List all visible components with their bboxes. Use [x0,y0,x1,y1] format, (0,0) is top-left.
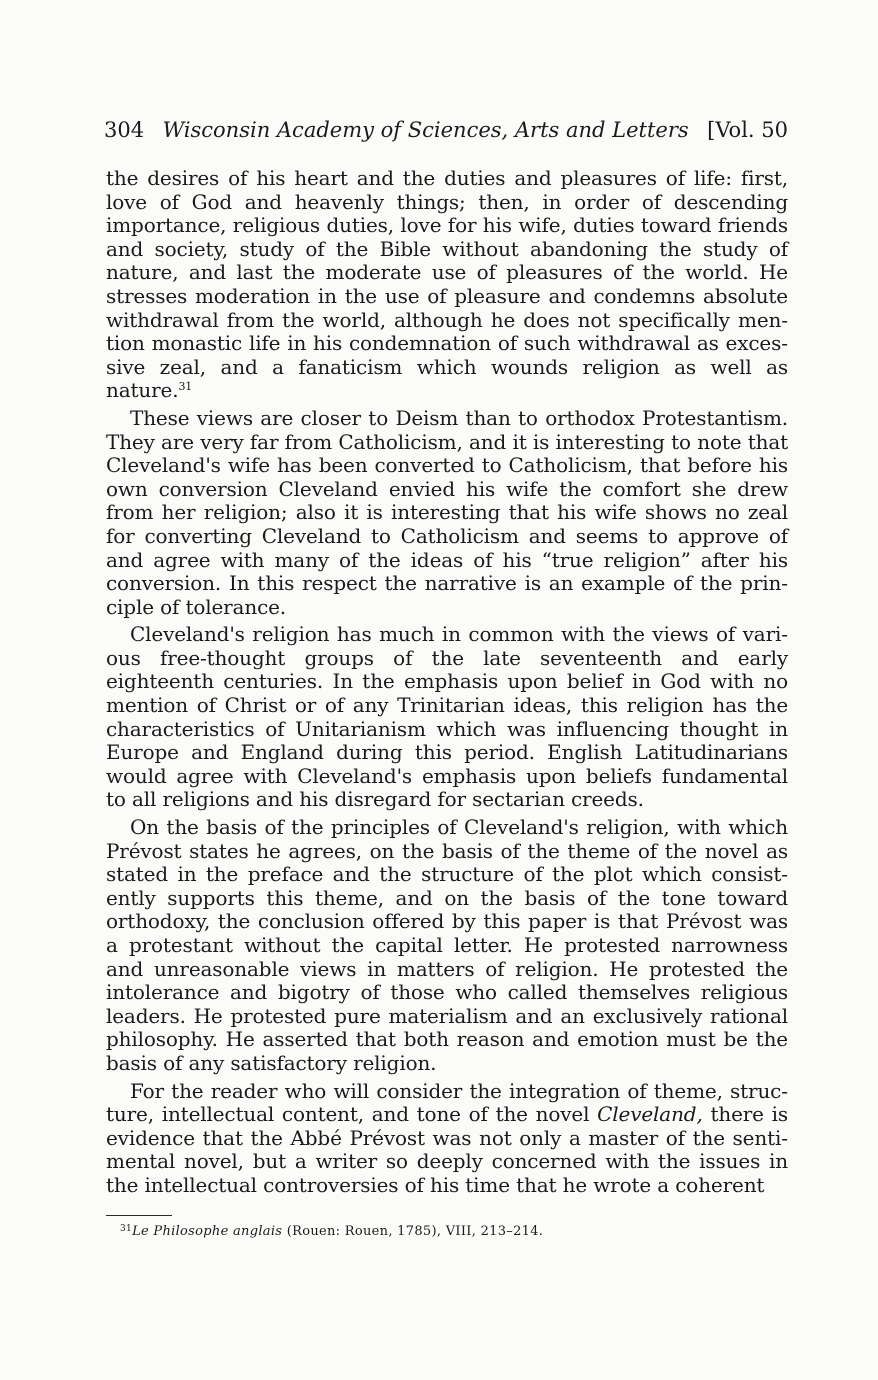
paragraph-1 [106,167,788,403]
running-header [104,116,788,144]
paragraph-5-text-start: For the reader who will consider the integration of theme, structure, intellectual content, and tone of the novel [106,1078,788,1127]
footnote-citation: (Rouen: Rouen, 1785), VIII, 213–214. [282,1224,544,1239]
paragraph-2: These views are closer to Deism than to orthodox Protestantism. They are very far from Catholicism, and it is interesting to note that Cleveland's wife has been converted to Catholicism, that before his own conversion Cleveland envied his wife the comfort she drew from her religion; also it is interesting that his wife shows no zeal for converting Cleveland to Catholicism and seems to approve of and agree with many of the ideas of his “true religion” after his conversion. In this respect the narrative is an example of the principle of tolerance. [106,405,788,619]
paragraph-4: On the basis of the principles of Cleveland's religion, with which Prévost states he agrees, on the basis of the theme of the novel as stated in the preface and the structure of the plot which consistently supports this theme, and on the basis of the tone toward orthodoxy, the conclusion offered by this paper is that Prévost was a protestant without the capital letter. He protested narrowness and unreasonable views in matters of religion. He protested the intolerance and bigotry of those who called themselves religious leaders. He protested pure materialism and an exclusively rational philosophy. He asserted that both reason and emotion must be the basis of any satisfactory religion. [106,815,788,1075]
page-number: 304 [104,118,145,142]
paragraph-5-text-end: there is evidence that the Abbé Prévost was not only a master of the sentimental novel, but a writer so deeply concerned with the issues in the intellectual controversies of his time that he wrote a coherent [106,1102,788,1197]
body-text [106,167,788,1198]
footnote-title: Le Philosophe anglais [132,1224,283,1239]
footnote-ref-31[interactable]: 31 [178,380,193,394]
footnote-number: 31 [120,1224,133,1234]
volume-label: [Vol. 50 [707,118,788,142]
paragraph-1-text: the desires of his heart and the duties and pleasures of life: first, love of God and heavenly things; then, in order of descending importance, religious duties, love for his wife, duties toward friends and society, study of the Bible without abandoning the study of nature, and last the moderate use of pleasures of the world. He stresses moderation in the use of pleasure and condemns absolute withdrawal from the world, although he does not specifically mention monastic life in his condemnation of such withdrawal as excessive zeal, and a fanaticism which wounds religion as well as nature. [106,166,788,403]
footnote-31 [120,1220,543,1241]
footnote-divider [106,1215,172,1216]
running-title: Wisconsin Academy of Sciences, Arts and Letters [162,118,689,142]
paragraph-5 [106,1080,788,1198]
paragraph-3: Cleveland's religion has much in common with the views of various free-thought groups of the late seventeenth and early eighteenth centuries. In the emphasis upon belief in God with no mention of Christ or of any Trinitarian ideas, this religion has the characteristics of Unitarianism which was influencing thought in Europe and England during this period. English Latitudinarians would agree with Cleveland's emphasis upon beliefs fundamental to all religions and his disregard for sectarian creeds. [106,622,788,812]
novel-title: Cleveland, [597,1102,703,1127]
